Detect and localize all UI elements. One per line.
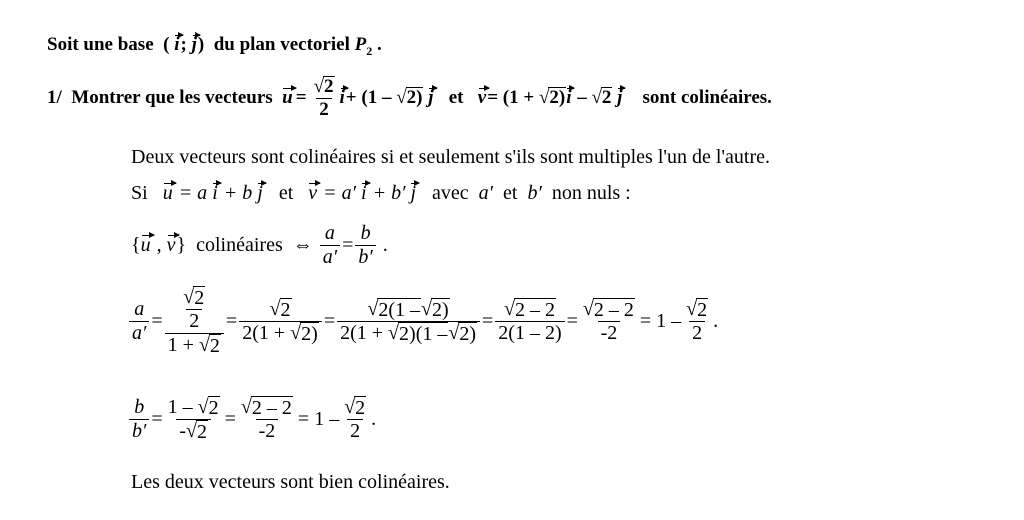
non-nuls: non nuls : bbox=[551, 182, 631, 204]
calc-b-period: . bbox=[371, 408, 377, 430]
equals-4: = bbox=[482, 310, 494, 332]
calc-b-lhs-den: b′ bbox=[129, 419, 149, 443]
question-1: 1/ Montrer que les vecteurs u = √ 2 2 i + (1 – √ 2) j et v = (1 + √ 2) i – √ 2 j sont colinéaires. bbox=[47, 76, 772, 120]
b-t1-num-pre: 1 – bbox=[167, 396, 198, 418]
vector-j-body-2: j bbox=[410, 182, 417, 204]
b-term-1: 1 – √ 2 - √ 2 bbox=[167, 396, 219, 443]
period: . bbox=[382, 234, 388, 256]
sqrt-content: 2 bbox=[324, 76, 334, 97]
comma: , bbox=[156, 234, 162, 256]
t2-den-post: 2) bbox=[301, 323, 318, 345]
term-3: √ 2(1 – √ 2) 2(1 + √ 2)(1 – √ 2) bbox=[337, 298, 480, 345]
b-result-den: 2 bbox=[347, 419, 363, 443]
separator: ; bbox=[180, 34, 187, 55]
calc-a-lhs-num: a bbox=[134, 298, 145, 320]
avec-word: avec bbox=[432, 182, 469, 204]
t2-den-pre: 2(1 + bbox=[242, 322, 291, 344]
t5-den: -2 bbox=[598, 321, 621, 345]
b-t1-den-pre: - bbox=[179, 420, 186, 442]
definition-line: Deux vecteurs sont colinéaires si et seulement s'ils sont multiples l'un de l'autre. bbox=[131, 146, 771, 168]
b-equals-3: = bbox=[297, 408, 310, 430]
vector-i-body: i bbox=[212, 182, 218, 204]
vector-u: u bbox=[282, 87, 293, 109]
cf-den-sqrt: 2 bbox=[209, 335, 220, 357]
vector-j-q1: j bbox=[428, 87, 434, 109]
equals-3: = bbox=[323, 310, 336, 332]
vector-v: v bbox=[477, 87, 487, 109]
vector-i-v: i bbox=[566, 87, 572, 109]
b-result-pre: 1 – bbox=[314, 408, 340, 430]
calc-a-lhs-den: a′ bbox=[129, 321, 149, 345]
equals-2: = bbox=[225, 310, 238, 332]
v-minus: – bbox=[577, 87, 592, 109]
compound-fraction: √ 2 2 1 + √ 2 bbox=[165, 286, 224, 357]
result-frac: √ 2 2 bbox=[686, 298, 708, 344]
result-den: 2 bbox=[689, 321, 705, 345]
calc-b-lhs-num: b bbox=[134, 396, 145, 418]
eq-a: = a bbox=[178, 182, 208, 204]
eq-a-prime: = a′ bbox=[323, 182, 357, 204]
a-prime: a′ bbox=[478, 182, 494, 204]
t3-den-b: 2)(1 – bbox=[399, 323, 448, 345]
equals-6: = bbox=[639, 310, 652, 332]
et-word: et bbox=[278, 182, 294, 204]
sqrt2-over-2: √ 2 2 bbox=[313, 76, 334, 120]
t4-num: 2 – 2 bbox=[514, 299, 555, 321]
conclusion-line: Les deux vecteurs sont bien colinéaires. bbox=[131, 471, 450, 493]
hypothesis-line bbox=[131, 182, 631, 205]
plane-P: P bbox=[354, 34, 367, 55]
b-prime: b′ bbox=[527, 182, 542, 204]
vector-u-body: u bbox=[162, 182, 173, 204]
equals-5: = bbox=[566, 310, 578, 332]
plane-label: du plan vectoriel bbox=[213, 34, 350, 55]
frac-denominator: 2 bbox=[316, 98, 332, 121]
vector-v-body: v bbox=[308, 182, 318, 204]
b-result-frac: √ 2 2 bbox=[344, 396, 366, 442]
vector-j-v: j bbox=[617, 87, 623, 109]
t3-den-c: 2) bbox=[459, 323, 477, 345]
equals: = bbox=[295, 87, 307, 109]
equivalence-symbol: ⇔ bbox=[292, 234, 313, 256]
brace-close: } bbox=[176, 234, 187, 256]
vector-i-q1: i bbox=[339, 87, 345, 109]
v-sqrt2: 2 bbox=[601, 87, 612, 109]
vector-j: j bbox=[191, 34, 197, 55]
t3-den-a: 2(1 + bbox=[340, 322, 389, 344]
calc-b-line bbox=[127, 396, 376, 443]
question-number: 1/ bbox=[47, 87, 62, 109]
calc-a-lhs bbox=[129, 298, 149, 345]
vector-u-cond: u bbox=[140, 234, 151, 256]
vector-j-body: j bbox=[257, 182, 263, 204]
b-t1-num-sqrt: 2 bbox=[208, 397, 219, 419]
equals-1: = bbox=[151, 310, 163, 332]
header-period: . bbox=[376, 34, 382, 55]
cf-two: 2 bbox=[186, 309, 202, 333]
plane-subscript: 2 bbox=[366, 43, 373, 58]
and-word: et bbox=[448, 87, 464, 109]
b-result-sqrt: 2 bbox=[355, 397, 366, 419]
result-sqrt: 2 bbox=[697, 299, 708, 321]
cf-sqrt: 2 bbox=[194, 287, 205, 309]
t5-num: 2 – 2 bbox=[593, 299, 634, 321]
b-term-2: √ 2 – 2 -2 bbox=[240, 396, 292, 442]
question-text: Montrer que les vecteurs bbox=[71, 87, 273, 109]
frac-a: a bbox=[324, 222, 335, 244]
frac-b: b bbox=[360, 222, 371, 244]
si-word: Si bbox=[131, 182, 148, 204]
sqrt-close: 2) bbox=[406, 87, 423, 109]
base-label: Soit une base bbox=[47, 34, 154, 55]
t2-num: 2 bbox=[280, 299, 291, 321]
term-4: √ 2 – 2 2(1 – 2) bbox=[495, 298, 564, 345]
calc-a-period: . bbox=[713, 310, 719, 332]
frac-b-prime: b′ bbox=[355, 245, 375, 269]
v-sqrt-close: 2) bbox=[549, 87, 566, 109]
colineaires-word: colinéaires bbox=[196, 234, 283, 256]
v-equals: = (1 + bbox=[487, 87, 539, 109]
cf-den-pre: 1 + bbox=[167, 334, 199, 356]
brace-open: { bbox=[131, 234, 141, 256]
vector-i-body-2: i bbox=[361, 182, 367, 204]
b-over-b-prime bbox=[355, 222, 375, 269]
calc-b-lhs bbox=[129, 396, 149, 443]
b-equals-2: = bbox=[224, 408, 236, 430]
term-5: √ 2 – 2 -2 bbox=[582, 298, 634, 344]
result-pre: 1 – bbox=[656, 310, 682, 332]
vector-i: i bbox=[174, 34, 180, 55]
paren-open: ( bbox=[163, 34, 170, 55]
vector-v-cond: v bbox=[166, 234, 176, 256]
plus-b-prime: + b′ bbox=[372, 182, 406, 204]
plus-part: + (1 – bbox=[345, 87, 397, 109]
paren-close: ) bbox=[197, 34, 205, 55]
condition-line: { u , v } colinéaires ⇔ $\frac{a}{a'}$ = $\frac{b}{b'}$ . bbox=[131, 222, 388, 268]
a-over-a-prime bbox=[320, 222, 340, 269]
et-word-2: et bbox=[503, 182, 518, 204]
b-t2-den: -2 bbox=[256, 419, 279, 443]
b-equals-1: = bbox=[151, 408, 163, 430]
b-t2-num: 2 – 2 bbox=[251, 397, 292, 419]
plus-b: + b bbox=[223, 182, 253, 204]
t4-den: 2(1 – 2) bbox=[495, 321, 564, 345]
question-conclusion: sont colinéaires. bbox=[642, 87, 772, 109]
b-t1-den-sqrt: 2 bbox=[196, 421, 207, 443]
t3-num-b: 2) bbox=[432, 299, 449, 321]
t3-num-a: 2(1 – bbox=[378, 299, 421, 321]
frac-a-prime: a′ bbox=[320, 245, 340, 269]
term-2: √ 2 2(1 + √ 2) bbox=[239, 298, 322, 345]
header-line bbox=[47, 34, 382, 59]
calc-a-line bbox=[127, 286, 718, 357]
